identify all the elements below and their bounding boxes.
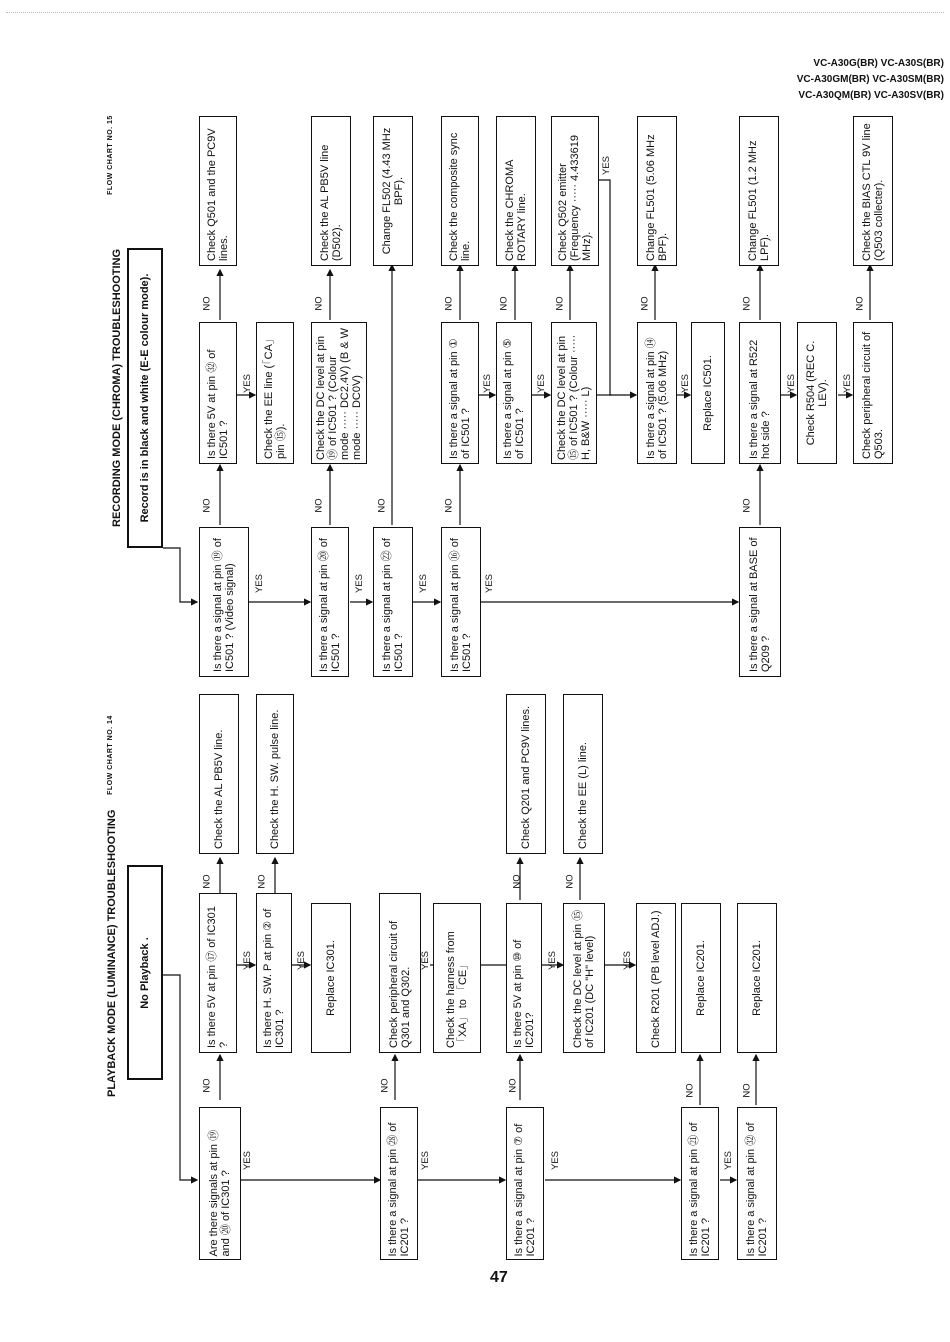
fc15-q4a [441, 322, 479, 464]
fc15-yes-4c: YES [601, 155, 613, 176]
fc14-yes-3b: YES [622, 950, 634, 971]
fc14-q2-text: Is there a signal at pin ㉘ of IC201 ? [387, 1122, 411, 1256]
fc15-r4a-text: Check the composite sync line. [448, 132, 472, 261]
fc15-q4b-text: Is there a signal at pin ⑤ of IC501 ? [502, 338, 526, 459]
fc14-r1c [311, 903, 351, 1053]
fc15-no-4c: NO [554, 296, 566, 311]
fc15-q4-text: Is there a signal at pin ⑯ of IC501 ? [449, 538, 473, 672]
fc15-yes-2: YES [354, 573, 366, 594]
fc14-no-1: NO [201, 1078, 213, 1093]
fc15-r1a [199, 116, 237, 266]
fc15-r5b-text: Check R504 (REC C. LEV). [805, 340, 829, 446]
fc15-yes-1a: YES [242, 373, 254, 394]
fc15-r5a [739, 116, 779, 266]
fc15-r2a-text: Check the AL PB5V line (D502). [319, 144, 343, 261]
fc15-yes-5a: YES [786, 373, 798, 394]
fc14-r1b [256, 694, 294, 854]
fc14-r2a-text: Check peripheral circuit of Q301 and Q302. [388, 920, 412, 1048]
fc15-r2a [311, 116, 351, 266]
fc15-q5a-text: Is there a signal at R522 hot side ? [748, 339, 772, 459]
fc15-yes-4a: YES [482, 373, 494, 394]
fc15-r4b [496, 116, 536, 266]
fc14-q3a-text: Is there 5V at pin ⑩ of IC201? [512, 939, 536, 1048]
fc15-no-1a: NO [201, 296, 213, 311]
fc14-yes-2a: YES [420, 950, 432, 971]
fc14-q4-text: Is there a signal at pin ㉑ of IC201 ? [688, 1122, 712, 1256]
fc15-no-1: NO [201, 498, 213, 513]
model-line-2: VC-A30GM(BR) VC-A30SM(BR) [796, 74, 944, 85]
fc15-r1b-text: Check the EE line (「CA」 pin ⑮). [263, 333, 287, 459]
fc15-yes-4b: YES [536, 373, 548, 394]
fc15-start-text: Record is in black and white (E-E colour mode). [139, 273, 151, 523]
fc15-r3-text: Change FL502 (4.43 MHz BPF). [381, 127, 405, 255]
fc14-r3a-text: Check Q201 and PC9V lines. [520, 705, 532, 849]
fc14-q3-text: Is there a signal at pin ⑦ of IC201 ? [513, 1123, 537, 1256]
fc15-q3-text: Is there a signal at pin ㉒ of IC501 ? [381, 538, 405, 672]
fc14-r3b [563, 694, 603, 854]
fc15-q4 [441, 527, 481, 677]
fc14-r2a [379, 893, 421, 1053]
fc14-no-3b: NO [564, 874, 576, 889]
fc15-title: RECORDING MODE (CHROMA) TROUBLESHOOTING [111, 248, 123, 527]
fc14-r3c-text: Check R201 (PB level ADJ.) [650, 910, 662, 1048]
fc15-yes-5b: YES [842, 373, 854, 394]
fc15-q2-text: Is there a signal at pin ⑳ of IC501 ? [318, 538, 342, 672]
fc14-no-1b: NO [256, 874, 268, 889]
fc14-r3a [506, 694, 546, 854]
fc14-yes-1b: YES [296, 950, 308, 971]
fc14-yes-3: YES [550, 1150, 562, 1171]
fc15-r4c-text: Check Q502 emitter (Frequency ····· 4.433619 MHz). [557, 135, 593, 261]
fc14-q1b [256, 893, 292, 1053]
fc14-q1-text: Are there signals at pin ⑲ and ⑳ of IC301 ? [208, 1129, 232, 1256]
fc14-q1 [199, 1107, 241, 1260]
fc14-r1a-text: Check the AL PB5V line. [213, 729, 225, 849]
fc15-no-4: NO [443, 498, 455, 513]
fc14-no-1a: NO [201, 874, 213, 889]
fc15-no-5: NO [741, 498, 753, 513]
fc14-q5 [737, 1107, 777, 1260]
fc14-q1a-text: Is there 5V at pin ⑰ of IC301 ? [206, 906, 230, 1048]
fc14-r2b [433, 903, 481, 1053]
fc15-q3 [373, 527, 413, 677]
fc15-r4e [691, 322, 725, 464]
fc15-q4c-text: Check the DC level at pin ⑮ of IC501 ? (Colour ····· H, B&W ····· L) [556, 334, 592, 460]
fc14-r1b-text: Check the H. SW. pulse line. [269, 709, 281, 849]
fc15-no-4d: NO [639, 296, 651, 311]
fc15-yes-3: YES [418, 573, 430, 594]
fc15-no-2a: NO [313, 296, 325, 311]
fc15-r4b-text: Check the CHROMA ROTARY line. [504, 160, 528, 261]
fc15-q4d [637, 322, 677, 464]
fc15-no-5d: NO [854, 296, 866, 311]
fc14-r4-text: Replace IC201. [695, 940, 707, 1016]
fc15-q4d-text: Is there a signal at pin ⑭ of IC501 ? (5.06 MHz) [645, 337, 669, 459]
fc14-title: PLAYBACK MODE (LUMINANCE) TROUBLESHOOTING [106, 809, 118, 1097]
fc15-r4d [637, 116, 677, 266]
fc15-r4d-text: Change FL501 (5.06 MHz BPF). [645, 134, 669, 261]
fc14-yes-2: YES [420, 1150, 432, 1171]
fc15-yes-4d: YES [680, 373, 692, 394]
fc15-r5d [853, 322, 893, 464]
fc15-r1b [256, 322, 294, 464]
fc14-r2b-text: Check the harness from 「XA」 to 「CE」 [445, 931, 469, 1048]
model-line-1: VC-A30G(BR) VC-A30S(BR) [813, 58, 944, 69]
fc15-r4c [551, 116, 599, 266]
fc15-q4c [551, 322, 597, 464]
fc14-yes-1a: YES [242, 950, 254, 971]
fc14-start-box [127, 865, 163, 1080]
fc15-q4a-text: Is there a signal at pin ① of IC501 ? [448, 338, 472, 459]
fc15-q5 [739, 527, 781, 677]
fc15-no-5a: NO [741, 296, 753, 311]
fc15-r5c [853, 116, 893, 266]
fc15-q5a [739, 322, 781, 464]
fc15-q4b [496, 322, 532, 464]
fc14-no-5: NO [741, 1083, 753, 1098]
fc14-r1c-text: Replace IC301. [325, 940, 337, 1016]
fc15-q2a-text: Check the DC level at pin ⑲ of IC501 ? (Colour mode ····· DC2.4V) (B & W mode ····· DC0V) [315, 327, 363, 460]
fc14-r5-text: Replace IC201. [751, 940, 763, 1016]
fc15-r1a-text: Check Q501 and the PC9V lines. [206, 128, 230, 261]
fc14-no-2: NO [379, 1078, 391, 1093]
fc14-r3b-text: Check the EE (L) line. [577, 742, 589, 849]
fc14-start-text: No Playback . [139, 936, 151, 1009]
fc15-r3 [373, 116, 413, 266]
fc14-no-3: NO [507, 1078, 519, 1093]
fc15-no-4a: NO [443, 296, 455, 311]
fc14-q5-text: Is there a signal at pin ㉜ of IC201 ? [745, 1122, 769, 1256]
fc15-yes-4: YES [484, 573, 496, 594]
fc15-no-4b: NO [498, 296, 510, 311]
fc14-q4 [681, 1107, 719, 1260]
fc15-r4a [441, 116, 479, 266]
fc14-chart-no: FLOW CHART NO. 14 [107, 715, 114, 795]
fc14-r1a [199, 694, 239, 854]
fc14-r5 [737, 903, 777, 1053]
fc15-q1-text: Is there a signal at pin ⑲ of IC501 ? (Video signal) [212, 538, 236, 672]
fc15-r5c-text: Check the BIAS CTL 9V line (Q503 collecter). [861, 123, 885, 261]
fc15-start-box [127, 248, 163, 548]
fc15-r4e-text: Replace IC501. [702, 355, 714, 431]
fc14-r4 [681, 903, 721, 1053]
fc15-no-3: NO [376, 498, 388, 513]
fc14-no-4: NO [684, 1083, 696, 1098]
fc14-no-3a: NO [511, 874, 523, 889]
fc15-q1a [199, 322, 237, 464]
fc14-yes-4: YES [723, 1150, 735, 1171]
fc14-q3a [506, 903, 542, 1053]
fc15-r5a-text: Change FL501 (1.2 MHz LPF). [747, 140, 771, 261]
fc14-q3b-text: Check the DC level at pin ⑮ of IC201 (DC "H" level) [572, 909, 596, 1048]
fc15-q2 [311, 527, 349, 677]
fc15-q1 [199, 527, 249, 677]
fc14-yes-3a: YES [547, 950, 559, 971]
fc14-q3b [563, 903, 605, 1053]
model-line-3: VC-A30QM(BR) VC-A30SV(BR) [798, 90, 944, 101]
fc15-q5-text: Is there a signal at BASE of Q209 ? [748, 537, 772, 672]
fc14-q1a [199, 893, 237, 1053]
fc14-yes-1: YES [242, 1150, 254, 1171]
page-number: 47 [490, 1269, 508, 1286]
fc14-q1b-text: Is there H. SW. P at pin ② of IC301 ? [262, 908, 286, 1048]
fc15-r5b [797, 322, 837, 464]
fc14-r3c [636, 903, 676, 1053]
fc14-q3 [506, 1107, 544, 1260]
fc15-no-2: NO [313, 498, 325, 513]
fc15-q1a-text: Is there 5V at pin ㉜ of IC501 ? [206, 349, 230, 459]
fc15-chart-no: FLOW CHART NO. 15 [107, 115, 114, 195]
fc15-yes-1: YES [254, 573, 266, 594]
fc14-q2 [380, 1107, 418, 1260]
fc15-r5d-text: Check peripheral circuit of Q503. [861, 331, 885, 459]
fc15-q2a [311, 322, 367, 464]
